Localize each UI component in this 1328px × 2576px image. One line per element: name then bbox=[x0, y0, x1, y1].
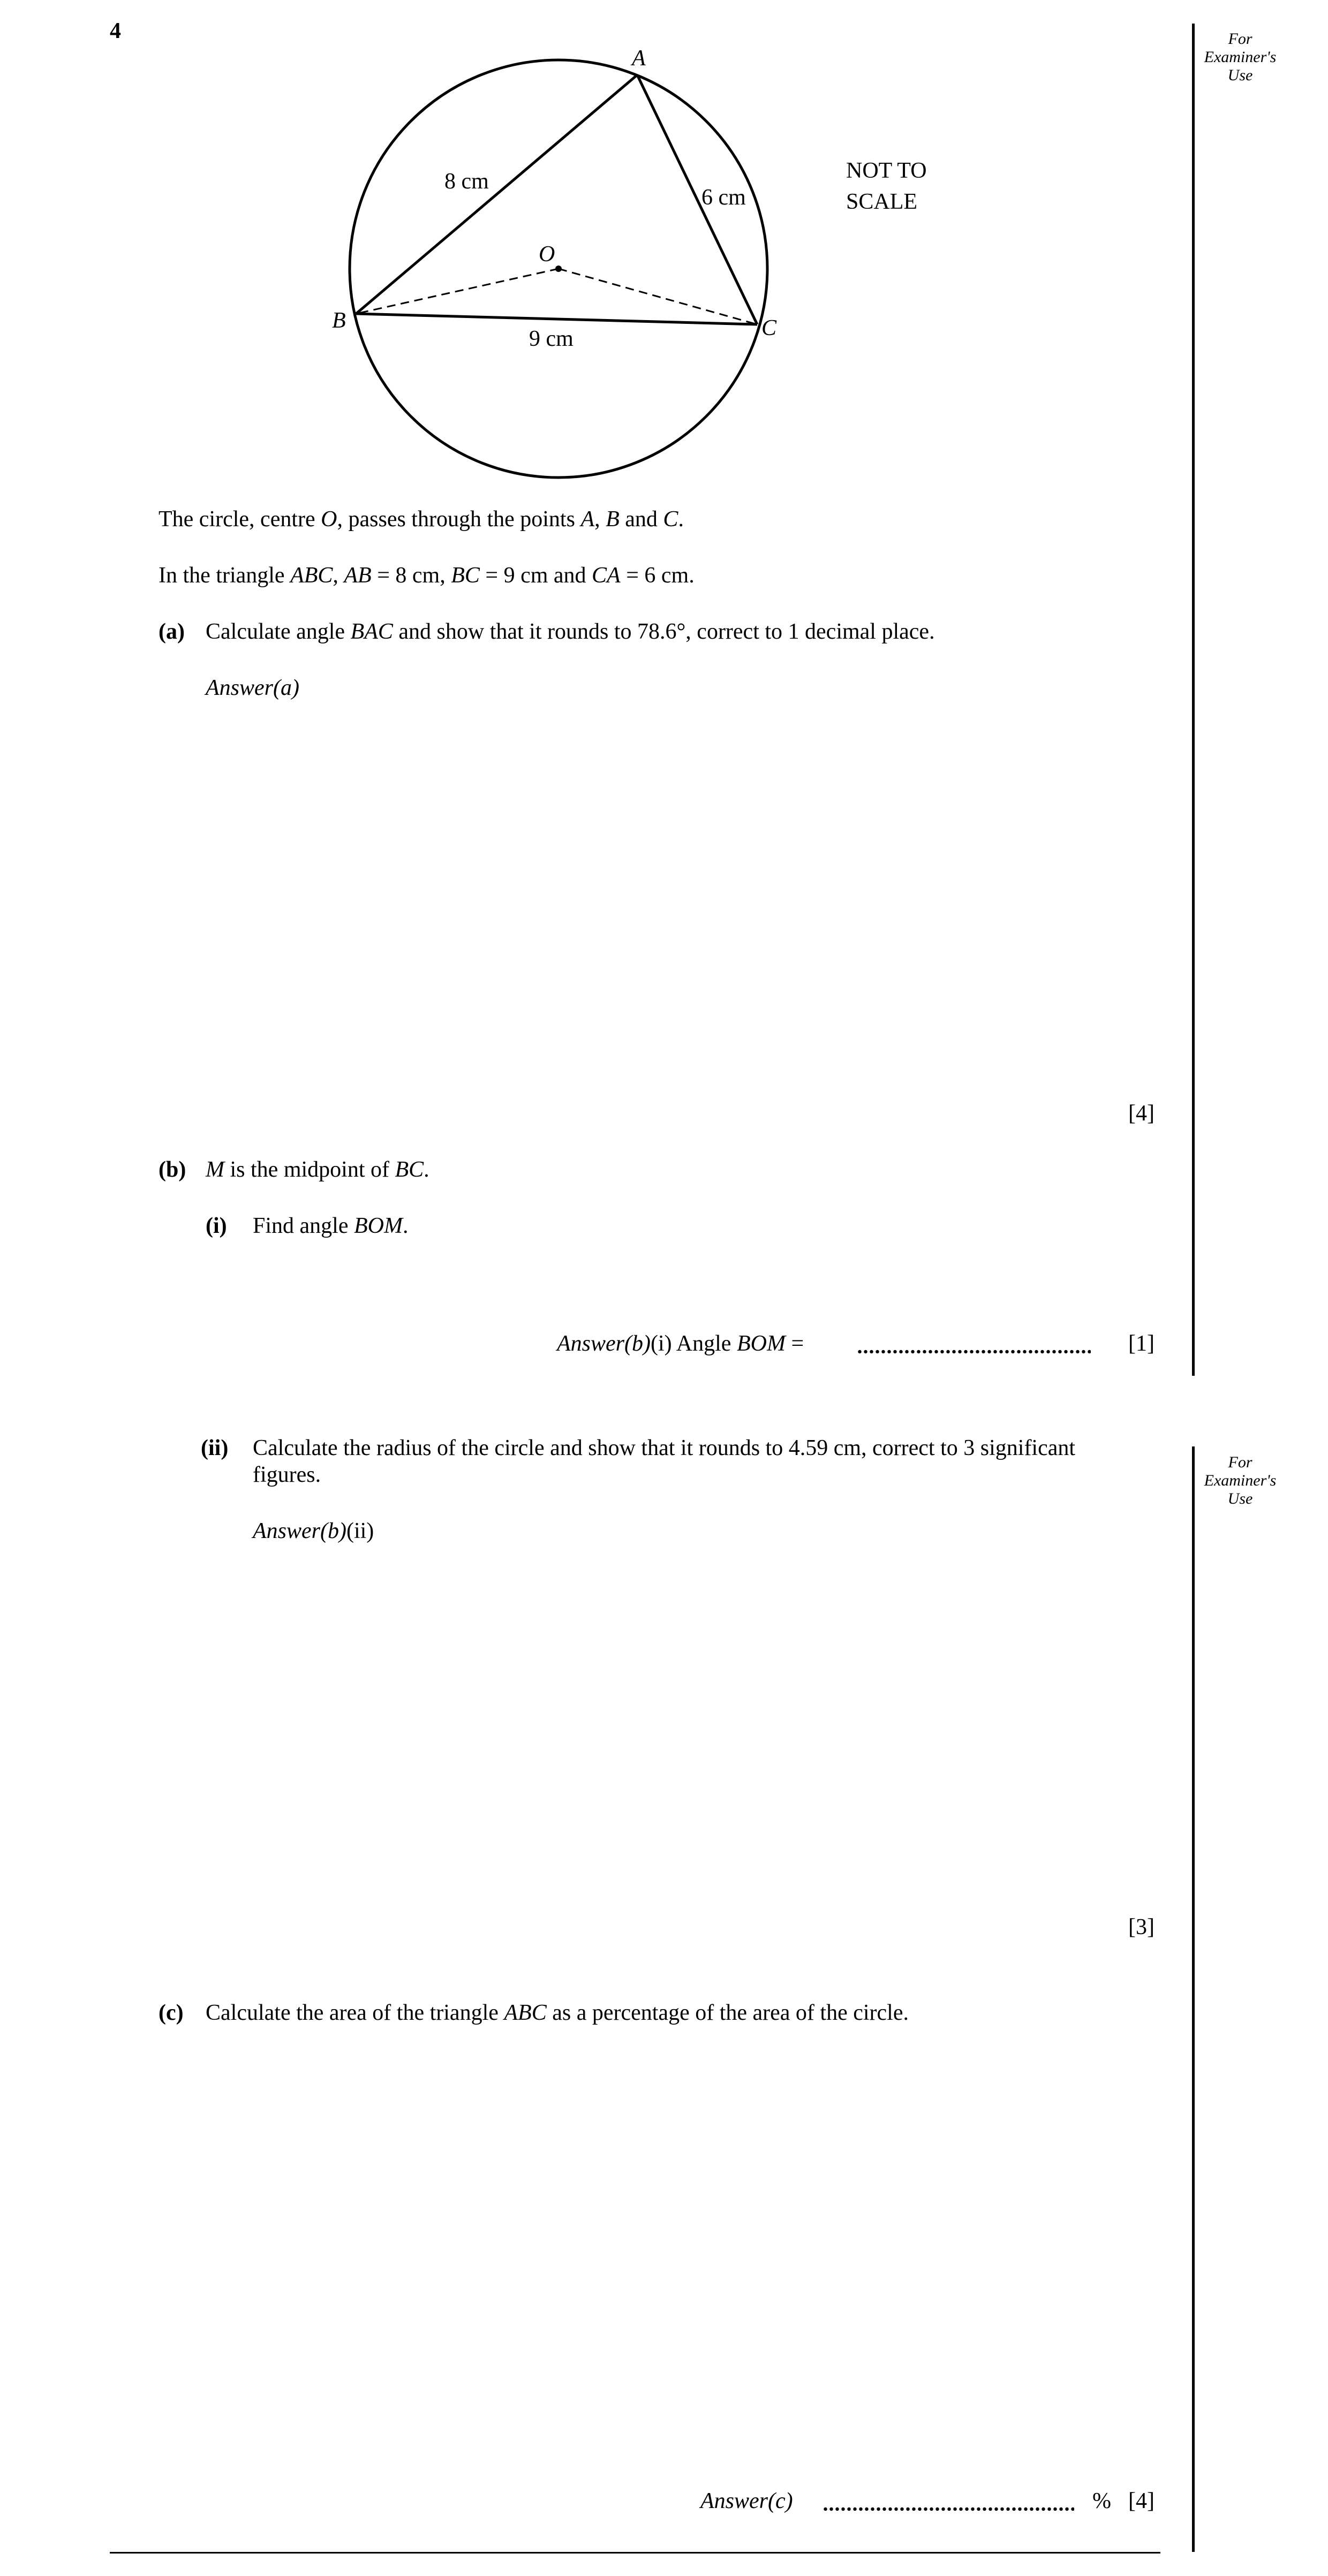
part-b-ii-question-line2: figures. bbox=[253, 1463, 321, 1487]
centre-point bbox=[555, 266, 562, 272]
text: A bbox=[580, 507, 595, 532]
examiner-note-line: Examiner's bbox=[1204, 1472, 1277, 1489]
text: In the triangle bbox=[159, 563, 291, 588]
text: O bbox=[321, 507, 337, 532]
vertex-label-c: C bbox=[761, 316, 777, 340]
examiner-margin-line-top bbox=[1192, 24, 1195, 1376]
intro-line-1 bbox=[159, 506, 684, 533]
text: Answer(b) bbox=[253, 1519, 346, 1543]
text: BOM bbox=[353, 1214, 403, 1238]
intro-line-2 bbox=[159, 562, 695, 589]
not-to-scale-line1: NOT TO bbox=[846, 158, 927, 183]
text: . bbox=[424, 1157, 429, 1182]
page-number: 4 bbox=[110, 19, 121, 43]
part-b-ii-answer-label bbox=[253, 1518, 374, 1544]
part-c-answer-line[interactable] bbox=[823, 2507, 1074, 2511]
text: and show that it rounds to 78.6°, correct to 1 decimal place. bbox=[393, 619, 935, 644]
text: Calculate angle bbox=[206, 619, 351, 644]
part-c-answer-label: Answer(c) bbox=[700, 2489, 793, 2513]
part-b-i-label: (i) bbox=[206, 1214, 227, 1238]
text: = 6 cm. bbox=[620, 563, 695, 588]
text: = 8 cm, bbox=[371, 563, 451, 588]
part-b-i-answer-line[interactable] bbox=[857, 1350, 1091, 1354]
text: . bbox=[678, 507, 684, 532]
text: , bbox=[333, 563, 344, 588]
part-b-ii-label: (ii) bbox=[201, 1436, 229, 1460]
text: BAC bbox=[350, 619, 393, 644]
text: = 9 cm and bbox=[479, 563, 592, 588]
text: BC bbox=[395, 1157, 424, 1182]
text: B bbox=[606, 507, 620, 532]
length-label-ca: 6 cm bbox=[701, 185, 746, 210]
part-c-marks: [4] bbox=[1128, 2489, 1155, 2513]
part-a-label: (a) bbox=[159, 619, 185, 644]
centre-label-o: O bbox=[539, 242, 555, 267]
part-b-i-marks: [1] bbox=[1128, 1331, 1155, 1356]
text: ABC bbox=[504, 2001, 547, 2025]
text: . bbox=[402, 1214, 409, 1238]
text: C bbox=[663, 507, 678, 532]
part-c-label: (c) bbox=[159, 2001, 184, 2025]
length-label-ab: 8 cm bbox=[444, 169, 489, 194]
length-label-bc: 9 cm bbox=[529, 327, 574, 351]
part-a-answer-label: Answer(a) bbox=[206, 676, 299, 700]
text: is the midpoint of bbox=[224, 1157, 395, 1182]
part-b-i-question bbox=[253, 1213, 408, 1239]
examiner-note-line: For bbox=[1228, 1453, 1252, 1471]
part-b-ii-answer-space[interactable] bbox=[253, 1552, 1158, 1890]
text: The circle, centre bbox=[159, 507, 321, 532]
page-bottom-rule bbox=[110, 2552, 1160, 2554]
text: , passes through the points bbox=[337, 507, 581, 532]
examiner-use-note-bottom bbox=[1203, 1453, 1278, 1508]
vertex-label-a: A bbox=[632, 46, 646, 71]
examiner-note-line: Use bbox=[1227, 66, 1253, 84]
vertex-label-b: B bbox=[332, 308, 346, 333]
part-a-marks: [4] bbox=[1128, 1101, 1155, 1126]
text: = bbox=[785, 1331, 804, 1356]
circle-triangle-diagram bbox=[0, 0, 964, 482]
examiner-note-line: Examiner's bbox=[1204, 48, 1277, 66]
text: and bbox=[619, 507, 663, 532]
radius-oc bbox=[559, 269, 757, 324]
text: (ii) bbox=[346, 1519, 374, 1543]
radius-ob bbox=[356, 269, 559, 314]
text: as a percentage of the area of the circle. bbox=[546, 2001, 909, 2025]
part-b-label: (b) bbox=[159, 1157, 186, 1182]
examiner-note-line: Use bbox=[1227, 1490, 1253, 1507]
examiner-use-note-top bbox=[1203, 30, 1278, 85]
text: Find angle bbox=[253, 1214, 354, 1238]
part-b-ii-question-line1: Calculate the radius of the circle and show that it rounds to 4.59 cm, correct to 3 significant bbox=[253, 1436, 1076, 1460]
side-bc bbox=[356, 314, 757, 324]
text: (i) Angle bbox=[650, 1331, 737, 1356]
part-c-unit: % bbox=[1092, 2489, 1111, 2513]
not-to-scale-line2: SCALE bbox=[846, 190, 918, 214]
part-c-question bbox=[206, 1999, 909, 2026]
part-a-answer-space[interactable] bbox=[206, 707, 1159, 1081]
text: , bbox=[594, 507, 606, 532]
examiner-note-line: For bbox=[1228, 30, 1252, 48]
part-c-working-space[interactable] bbox=[206, 2034, 1159, 2473]
part-b-i-answer-label bbox=[557, 1330, 804, 1357]
part-b-ii-marks: [3] bbox=[1128, 1915, 1155, 1939]
text: Answer(b) bbox=[557, 1331, 651, 1356]
examiner-margin-line-bottom bbox=[1192, 1446, 1195, 2552]
text: AB bbox=[344, 563, 372, 588]
text: M bbox=[206, 1157, 224, 1182]
part-a-question bbox=[206, 618, 935, 645]
side-ab bbox=[356, 75, 637, 314]
text: BOM bbox=[736, 1331, 786, 1356]
text: CA bbox=[592, 563, 621, 588]
text: Calculate the area of the triangle bbox=[206, 2001, 504, 2025]
part-b-statement bbox=[206, 1156, 429, 1183]
text: BC bbox=[451, 563, 480, 588]
text: ABC bbox=[290, 563, 333, 588]
